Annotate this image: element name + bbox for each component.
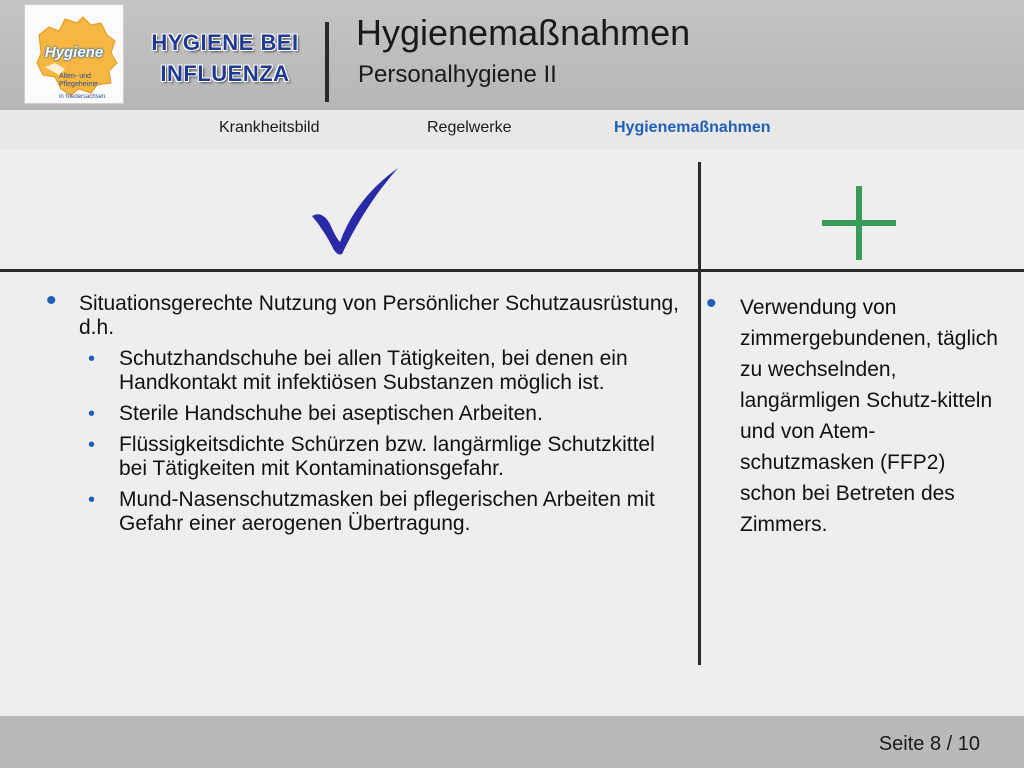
bullet-icon: • bbox=[88, 403, 96, 425]
list-item-text: Situationsgerechte Nutzung von Persönlicher Schutzausrüstung, d.h. bbox=[79, 292, 680, 339]
brand-line-1: HYGIENE BEI bbox=[151, 30, 299, 55]
sub-list-item-text: Schutzhandschuhe bei allen Tätigkeiten, bei denen ein Handkontakt mit infektiösen Substanzen möglich ist. bbox=[119, 347, 628, 394]
logo-sub-line-3: in Niedersachsen bbox=[59, 94, 106, 100]
brand-line-2: INFLUENZA bbox=[160, 61, 290, 86]
table-horizontal-line bbox=[0, 269, 1024, 272]
header-bar bbox=[0, 0, 1024, 110]
bullet-icon: • bbox=[706, 287, 717, 320]
page-title: Hygienemaßnahmen bbox=[356, 12, 691, 53]
brand-title bbox=[140, 27, 310, 89]
nav-item-hygienemassnahmen[interactable]: Hygienemaßnahmen bbox=[614, 119, 771, 136]
sub-list-item bbox=[44, 347, 684, 395]
plus-icon bbox=[818, 182, 900, 264]
bullet-icon: • bbox=[46, 284, 57, 317]
sub-list-item bbox=[44, 433, 684, 481]
logo-subtitle bbox=[59, 73, 119, 89]
right-column bbox=[706, 287, 1006, 547]
check-icon bbox=[300, 158, 410, 258]
logo-word: Hygiene bbox=[44, 44, 104, 61]
list-item bbox=[706, 287, 1006, 540]
bullet-icon: • bbox=[88, 489, 96, 511]
left-column bbox=[44, 284, 684, 543]
footer-bar bbox=[0, 716, 1024, 768]
sub-list-item-text: Flüssigkeitsdichte Schürzen bzw. langärmlige Schutzkittel bei Tätigkeiten mit Kontaminationsgefahr. bbox=[119, 433, 655, 480]
nav-item-regelwerke[interactable]: Regelwerke bbox=[427, 119, 512, 136]
logo-sub-line-2: Pflegeheime bbox=[59, 81, 98, 88]
hygiene-logo bbox=[24, 4, 124, 104]
page-subtitle: Personalhygiene II bbox=[358, 61, 557, 88]
header-divider bbox=[325, 22, 329, 102]
sub-list-item-text: Mund-Nasenschutzmasken bei pflegerischen Arbeiten mit Gefahr einer aerogenen Übertragung. bbox=[119, 488, 655, 535]
page-number: Seite 8 / 10 bbox=[878, 733, 980, 755]
sub-list-item bbox=[44, 488, 684, 536]
logo-sub-line-1: Alten- und bbox=[59, 73, 91, 80]
sub-list-item bbox=[44, 402, 684, 426]
sub-list-item-text: Sterile Handschuhe bei aseptischen Arbeiten. bbox=[119, 402, 543, 425]
bullet-icon: • bbox=[88, 434, 96, 456]
list-item-text: Verwendung von zimmergebundenen, täglich zu wechselnden, langärmligen Schutz-kitteln und von Atem-schutzmasken (FFP2) schon bei Betreten des Zimmers. bbox=[740, 296, 998, 536]
table-vertical-line bbox=[698, 162, 701, 665]
section-nav bbox=[0, 110, 1024, 150]
list-item bbox=[44, 284, 684, 340]
bullet-icon: • bbox=[88, 348, 96, 370]
nav-item-krankheitsbild[interactable]: Krankheitsbild bbox=[219, 119, 320, 136]
